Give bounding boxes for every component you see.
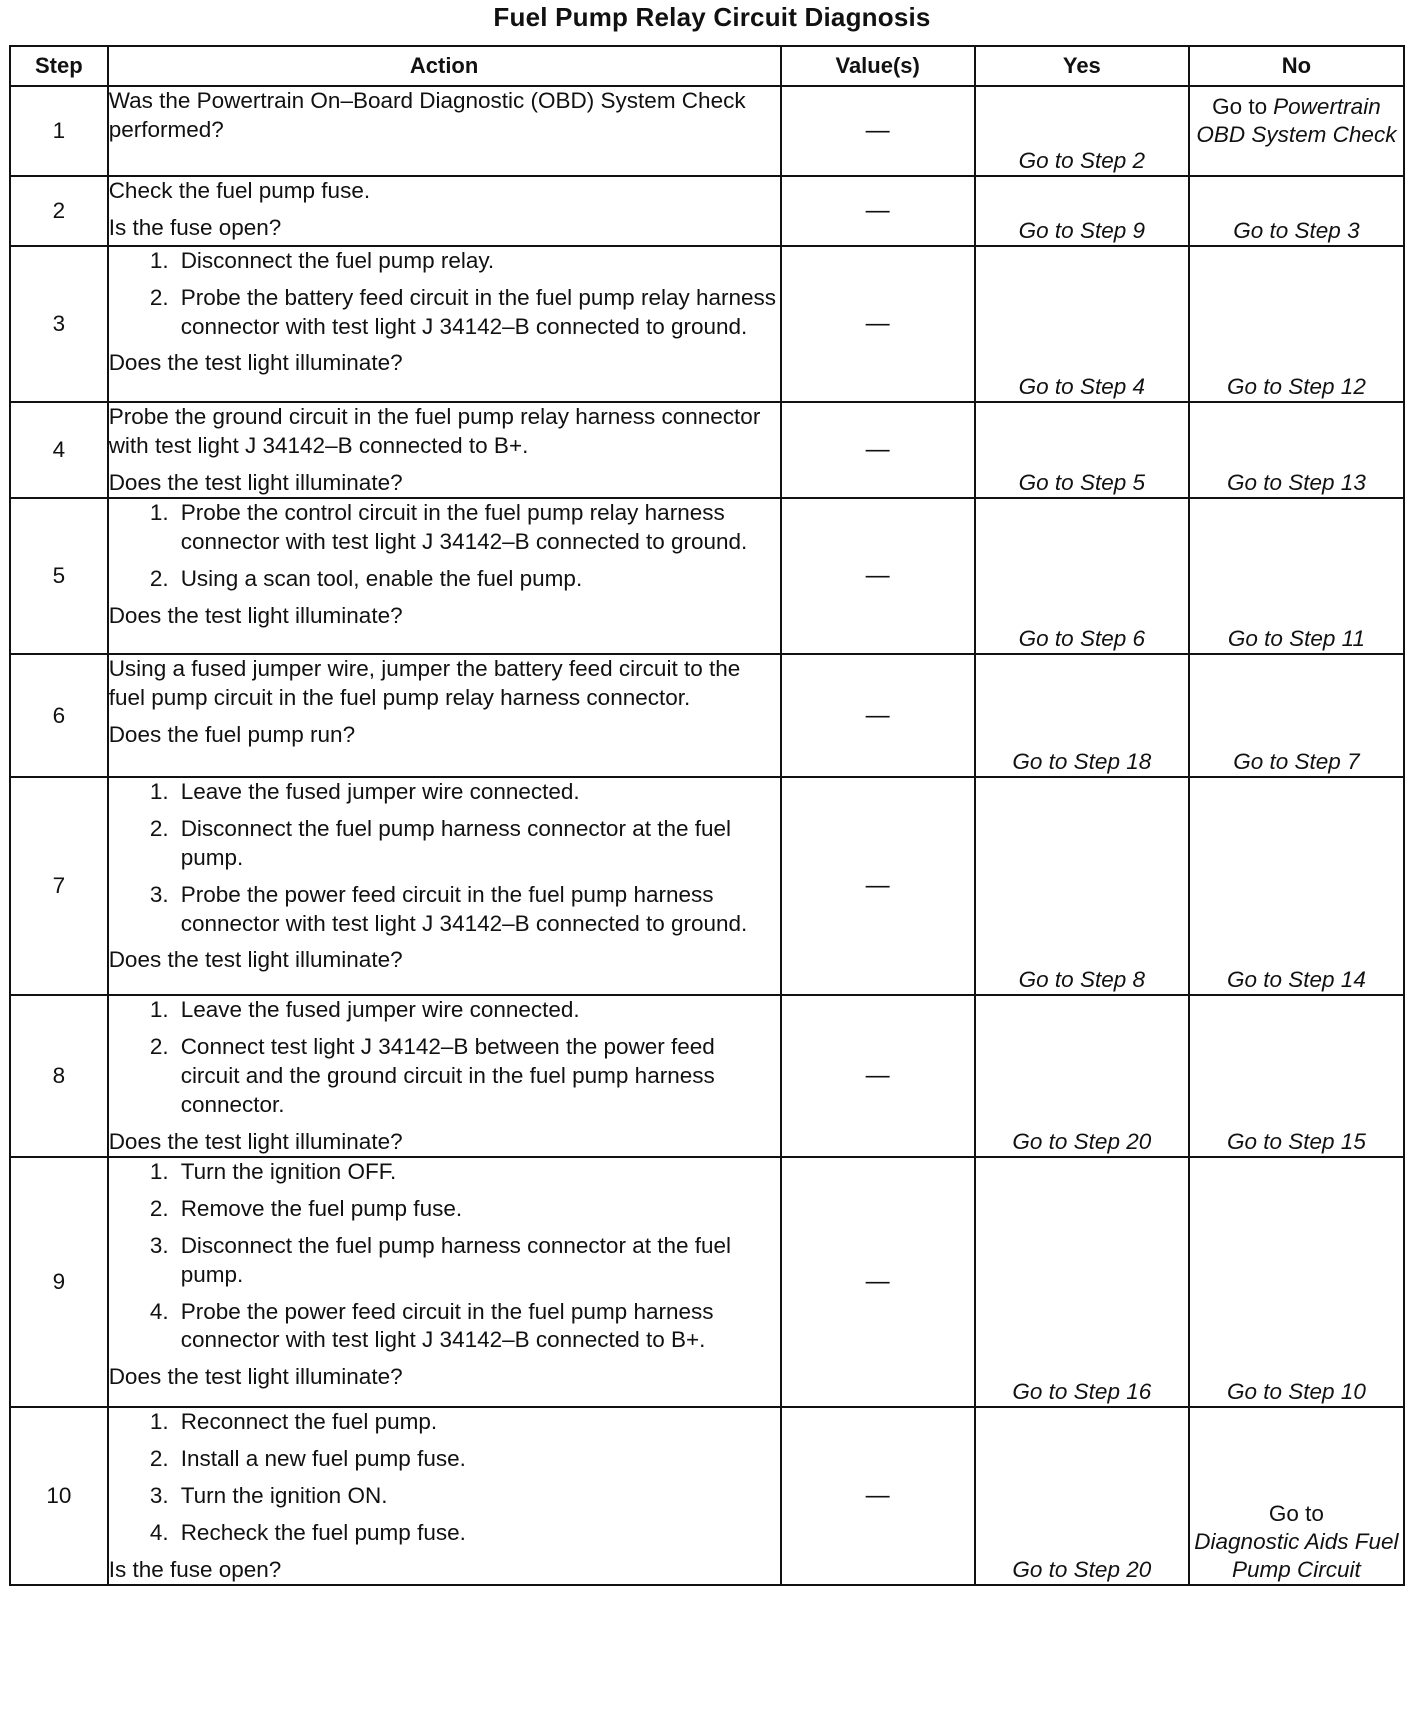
action-text: Probe the ground circuit in the fuel pump relay harness connector with test light J 34142–B connected to B+. <box>108 404 761 458</box>
no-prefix: Go to <box>1268 1500 1324 1526</box>
header-values: Value(s) <box>781 46 975 86</box>
yes-link[interactable]: Go to Step 6 <box>975 498 1189 654</box>
step-number: 4 <box>10 402 108 498</box>
action-cell <box>108 1157 781 1407</box>
substep-number: 1. <box>149 1159 169 1185</box>
substep-number: 2. <box>149 816 169 842</box>
value-cell: — <box>781 777 975 995</box>
no-link[interactable]: Go to Step 10 <box>1189 1157 1404 1407</box>
substep-text: Connect test light J 34142–B between the power feed circuit and the ground circuit in the fuel pump harness connector. <box>180 1034 715 1117</box>
header-no: No <box>1189 46 1404 86</box>
list-item <box>109 996 780 1025</box>
substep-number: 1. <box>149 500 169 526</box>
substep-number: 2. <box>149 565 169 591</box>
header-action: Action <box>108 46 781 86</box>
yes-link[interactable]: Go to Step 5 <box>975 402 1189 498</box>
action-cell <box>108 1407 781 1585</box>
action-cell <box>108 995 781 1157</box>
action-question: Does the test light illuminate? <box>108 602 403 628</box>
step-number: 10 <box>10 1407 108 1585</box>
list-item <box>109 499 780 557</box>
yes-link[interactable]: Go to Step 18 <box>975 654 1189 777</box>
action-cell <box>108 498 781 654</box>
page-title: Fuel Pump Relay Circuit Diagnosis <box>493 2 931 32</box>
no-prefix: Go to <box>1212 94 1268 119</box>
action-text: Check the fuel pump fuse. <box>108 178 371 203</box>
table-row <box>10 777 1404 995</box>
value-cell: — <box>781 246 975 402</box>
substep-text: Probe the battery feed circuit in the fuel pump relay harness connector with test light J 34142–B connected to ground. <box>180 284 777 339</box>
yes-link[interactable]: Go to Step 16 <box>975 1157 1189 1407</box>
substep-number: 1. <box>149 248 169 273</box>
no-link[interactable]: Go to Step 15 <box>1189 995 1404 1157</box>
value-cell: — <box>781 1407 975 1585</box>
action-cell <box>108 654 781 777</box>
step-number: 6 <box>10 654 108 777</box>
substep-number: 4. <box>149 1519 169 1545</box>
list-item <box>109 1158 780 1187</box>
yes-link[interactable]: Go to Step 9 <box>975 176 1189 246</box>
value-cell: — <box>781 995 975 1157</box>
table-row <box>10 498 1404 654</box>
no-link[interactable]: Go to Step 3 <box>1189 176 1404 246</box>
list-item <box>109 1195 780 1224</box>
list-item <box>109 1033 780 1119</box>
yes-link[interactable]: Go to Step 8 <box>975 777 1189 995</box>
substep-number: 2. <box>149 1034 169 1060</box>
action-question: Does the test light illuminate? <box>108 1128 403 1154</box>
table-row <box>10 995 1404 1157</box>
table-row <box>10 1157 1404 1407</box>
list-item <box>109 1519 780 1548</box>
action-substeps <box>109 1408 780 1547</box>
substep-number: 2. <box>149 284 169 310</box>
substep-number: 3. <box>149 1482 169 1508</box>
step-number: 9 <box>10 1157 108 1407</box>
value-cell: — <box>781 402 975 498</box>
list-item <box>109 778 780 807</box>
no-link[interactable] <box>1189 86 1404 176</box>
action-substeps <box>109 778 780 938</box>
value-cell: — <box>781 1157 975 1407</box>
table-row <box>10 176 1404 246</box>
action-question: Is the fuse open? <box>108 1556 282 1582</box>
no-reference[interactable]: Powertrain OBD System Check <box>1196 94 1397 148</box>
substep-number: 1. <box>149 1409 169 1435</box>
list-item <box>109 1298 780 1356</box>
action-substeps <box>109 996 780 1119</box>
step-number: 1 <box>10 86 108 176</box>
no-link[interactable]: Go to Step 13 <box>1189 402 1404 498</box>
action-substeps <box>109 1158 780 1355</box>
value-cell: — <box>781 176 975 246</box>
substep-text: Probe the control circuit in the fuel pump relay harness connector with test light J 34142–B connected to ground. <box>180 500 748 555</box>
yes-link[interactable]: Go to Step 20 <box>975 1407 1189 1585</box>
substep-text: Install a new fuel pump fuse. <box>180 1446 466 1472</box>
step-number: 8 <box>10 995 108 1157</box>
list-item <box>109 815 780 873</box>
table-row <box>10 1407 1404 1585</box>
action-question: Does the test light illuminate? <box>108 947 403 973</box>
action-cell <box>108 402 781 498</box>
value-cell: — <box>781 86 975 176</box>
step-number: 5 <box>10 498 108 654</box>
substep-number: 3. <box>149 881 169 907</box>
list-item <box>109 1482 780 1511</box>
table-row <box>10 654 1404 777</box>
list-item <box>109 565 780 594</box>
list-item <box>109 1232 780 1290</box>
substep-text: Disconnect the fuel pump harness connector at the fuel pump. <box>180 1232 732 1287</box>
action-substeps <box>109 499 780 593</box>
table-row <box>10 246 1404 402</box>
substep-text: Turn the ignition OFF. <box>180 1159 397 1185</box>
action-question: Does the test light illuminate? <box>108 469 403 495</box>
substep-number: 2. <box>149 1446 169 1472</box>
list-item <box>109 284 780 342</box>
value-cell: — <box>781 654 975 777</box>
step-number: 3 <box>10 246 108 402</box>
action-text: Using a fused jumper wire, jumper the battery feed circuit to the fuel pump circuit in the fuel pump relay harness connector. <box>108 656 741 711</box>
substep-number: 1. <box>149 779 169 805</box>
action-cell <box>108 86 781 176</box>
yes-link[interactable]: Go to Step 20 <box>975 995 1189 1157</box>
header-yes: Yes <box>975 46 1189 86</box>
step-number: 2 <box>10 176 108 246</box>
value-cell: — <box>781 498 975 654</box>
list-item <box>109 1408 780 1437</box>
list-item <box>109 1445 780 1474</box>
substep-text: Using a scan tool, enable the fuel pump. <box>180 565 583 591</box>
action-text: Was the Powertrain On–Board Diagnostic (OBD) System Check performed? <box>108 88 746 142</box>
list-item <box>109 247 780 276</box>
action-cell <box>108 777 781 995</box>
substep-number: 1. <box>149 997 169 1023</box>
diagnosis-table <box>9 45 1405 1586</box>
substep-number: 3. <box>149 1232 169 1258</box>
action-substeps <box>109 247 780 341</box>
substep-text: Probe the power feed circuit in the fuel pump harness connector with test light J 34142–B connected to B+. <box>180 1298 714 1353</box>
action-cell <box>108 176 781 246</box>
no-link[interactable]: Go to Step 11 <box>1189 498 1404 654</box>
no-link[interactable]: Go to Step 12 <box>1189 246 1404 402</box>
yes-link[interactable]: Go to Step 4 <box>975 246 1189 402</box>
action-cell <box>108 246 781 402</box>
no-link[interactable]: Go to Step 7 <box>1189 654 1404 777</box>
yes-link[interactable]: Go to Step 2 <box>975 86 1189 176</box>
no-link[interactable] <box>1189 1407 1404 1585</box>
substep-text: Probe the power feed circuit in the fuel pump harness connector with test light J 34142–B connected to ground. <box>180 881 748 936</box>
substep-text: Disconnect the fuel pump relay. <box>180 248 495 273</box>
substep-text: Reconnect the fuel pump. <box>180 1409 438 1435</box>
substep-number: 2. <box>149 1196 169 1222</box>
header-step: Step <box>10 46 108 86</box>
action-question: Does the test light illuminate? <box>108 350 403 376</box>
substep-text: Remove the fuel pump fuse. <box>180 1196 463 1222</box>
substep-text: Recheck the fuel pump fuse. <box>180 1519 466 1545</box>
substep-text: Leave the fused jumper wire connected. <box>180 779 580 805</box>
table-row <box>10 402 1404 498</box>
step-number: 7 <box>10 777 108 995</box>
table-header-row <box>10 46 1404 86</box>
substep-number: 4. <box>149 1298 169 1324</box>
list-item <box>109 881 780 939</box>
no-reference[interactable]: Diagnostic Aids Fuel Pump Circuit <box>1194 1529 1399 1583</box>
no-link[interactable]: Go to Step 14 <box>1189 777 1404 995</box>
substep-text: Turn the ignition ON. <box>180 1482 388 1508</box>
substep-text: Disconnect the fuel pump harness connector at the fuel pump. <box>180 816 732 870</box>
action-question: Is the fuse open? <box>108 214 282 240</box>
table-row <box>10 86 1404 176</box>
action-question: Does the test light illuminate? <box>108 1364 403 1390</box>
substep-text: Leave the fused jumper wire connected. <box>180 997 580 1023</box>
action-question: Does the fuel pump run? <box>108 721 356 747</box>
